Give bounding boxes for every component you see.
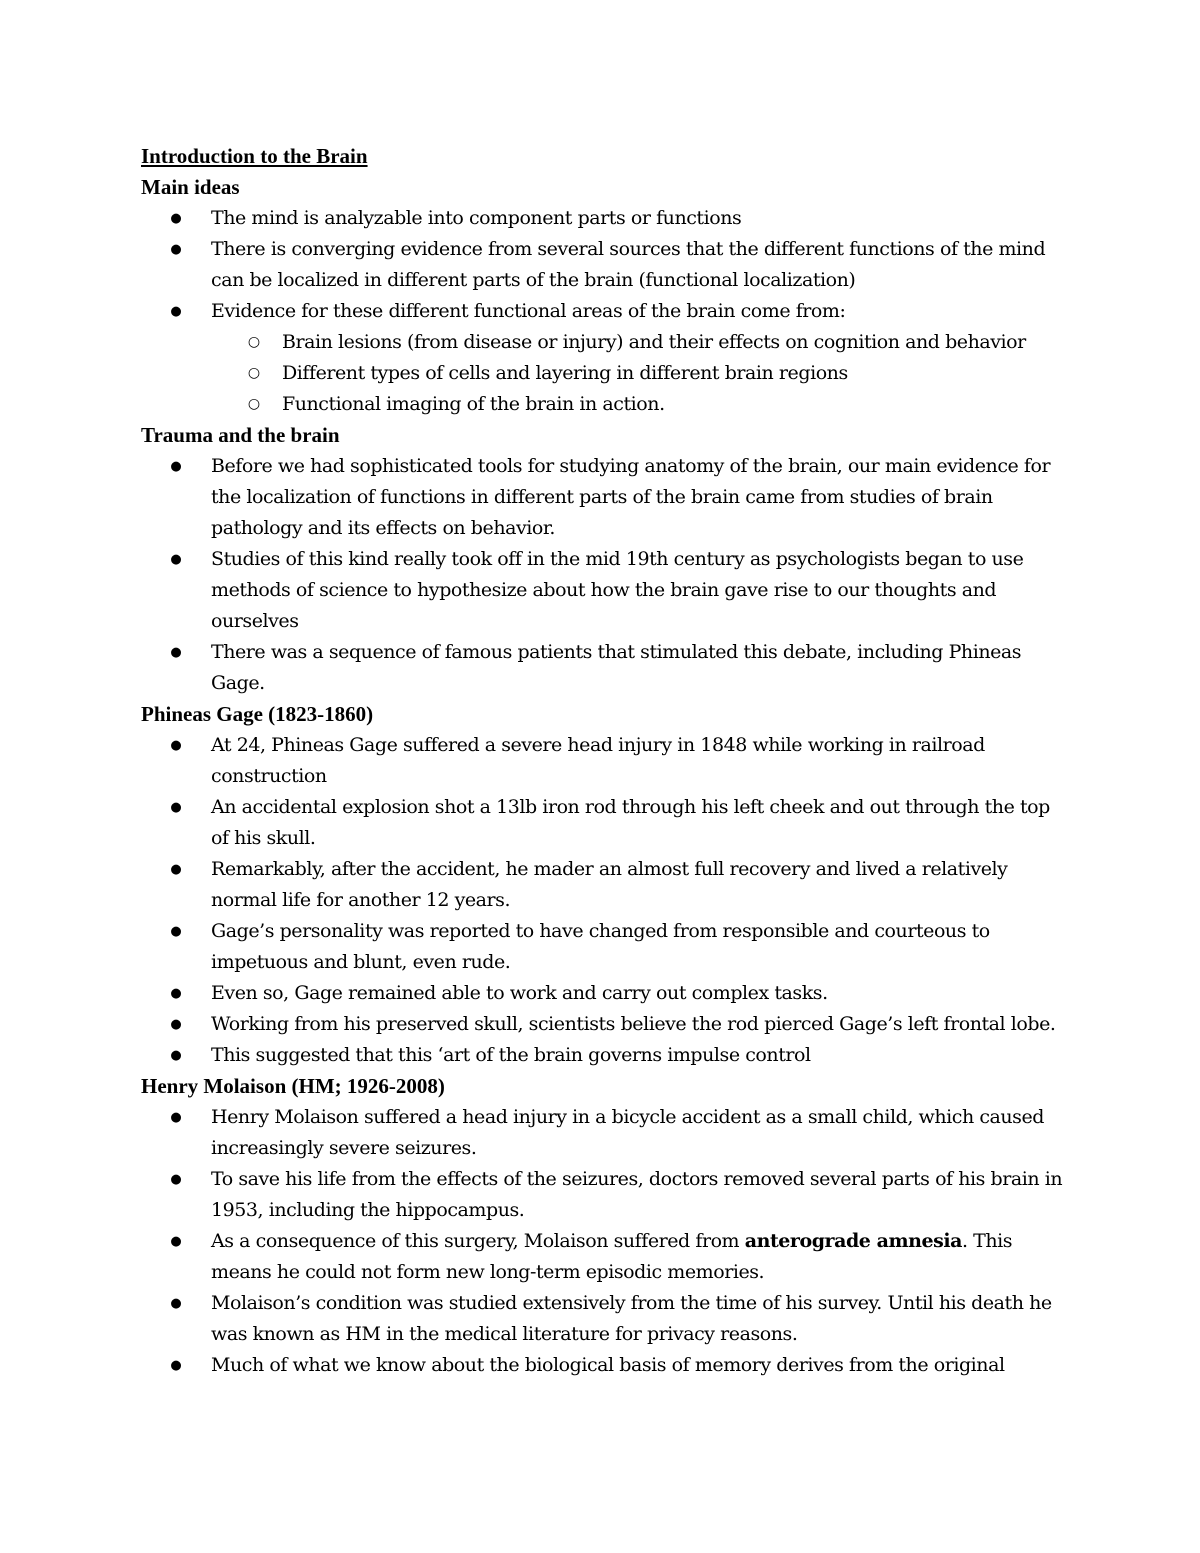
bullet-icon: ● bbox=[170, 211, 182, 226]
bullet-icon: ● bbox=[170, 1110, 182, 1125]
sub-list-item-text: Functional imaging of the brain in action. bbox=[282, 393, 665, 415]
evidence-sub-list bbox=[141, 327, 1066, 420]
bullet-icon: ● bbox=[170, 1017, 182, 1032]
list-item-text: Remarkably, after the accident, he mader an almost full recovery and lived a relatively normal life for another 12 years. bbox=[211, 858, 1008, 911]
bullet-icon: ● bbox=[170, 1048, 182, 1063]
document-title: Introduction to the Brain bbox=[141, 144, 368, 168]
list-item-text: The mind is analyzable into component parts or functions bbox=[211, 207, 742, 229]
bullet-icon: ● bbox=[170, 1172, 182, 1187]
list-item bbox=[141, 451, 1066, 544]
list-item-text: Even so, Gage remained able to work and carry out complex tasks. bbox=[211, 982, 828, 1004]
list-item bbox=[141, 544, 1066, 637]
sub-list-item bbox=[141, 358, 1066, 389]
bullet-icon: ● bbox=[170, 800, 182, 815]
list-item bbox=[141, 1288, 1066, 1350]
list-item bbox=[141, 637, 1066, 699]
bullet-icon: ● bbox=[170, 738, 182, 753]
list-item bbox=[141, 1164, 1066, 1226]
main-ideas-list bbox=[141, 203, 1066, 420]
list-item-text: Before we had sophisticated tools for studying anatomy of the brain, our main evidence for the localization of functions in different parts of the brain came from studies of brain pathology and its effects on behavior. bbox=[211, 455, 1051, 539]
sub-list-item-text: Different types of cells and layering in different brain regions bbox=[282, 362, 848, 384]
bullet-icon: ● bbox=[170, 1234, 182, 1249]
list-item bbox=[141, 203, 1066, 234]
list-item-text-before: As a consequence of this surgery, Molaison suffered from bbox=[211, 1230, 745, 1252]
bullet-icon: ● bbox=[170, 645, 182, 660]
list-item-text: An accidental explosion shot a 13lb iron rod through his left cheek and out through the top of his skull. bbox=[211, 796, 1050, 849]
list-item-text: Evidence for these different functional areas of the brain come from: bbox=[211, 300, 846, 322]
list-item-text: Molaison’s condition was studied extensively from the time of his survey. Until his death he was known as HM in the medical literature for privacy reasons. bbox=[211, 1292, 1052, 1345]
bullet-icon: ● bbox=[170, 862, 182, 877]
list-item-text: Henry Molaison suffered a head injury in a bicycle accident as a small child, which caused increasingly severe seizures. bbox=[211, 1106, 1044, 1159]
list-item bbox=[141, 1350, 1066, 1381]
bullet-icon: ● bbox=[170, 304, 182, 319]
list-item-text: To save his life from the effects of the seizures, doctors removed several parts of his brain in 1953, including the hippocampus. bbox=[211, 1168, 1063, 1221]
list-item bbox=[141, 1226, 1066, 1288]
hollow-bullet-icon: ○ bbox=[247, 334, 261, 350]
list-item bbox=[141, 854, 1066, 916]
list-item bbox=[141, 296, 1066, 420]
list-item-text: Much of what we know about the biological basis of memory derives from the original bbox=[211, 1354, 1005, 1376]
bullet-icon: ● bbox=[170, 459, 182, 474]
hollow-bullet-icon: ○ bbox=[247, 365, 261, 381]
list-item-text-after: . This means he could not form new long-term episodic memories. bbox=[211, 1230, 1013, 1283]
section-heading-phineas-gage: Phineas Gage (1823-1860) bbox=[141, 702, 374, 726]
list-item bbox=[141, 730, 1066, 792]
section-heading-trauma: Trauma and the brain bbox=[141, 423, 340, 447]
list-item-text: This suggested that this ‘art of the brain governs impulse control bbox=[211, 1044, 811, 1066]
list-item-text: Gage’s personality was reported to have changed from responsible and courteous to impetuous and blunt, even rude. bbox=[211, 920, 990, 973]
list-item-text: There was a sequence of famous patients that stimulated this debate, including Phineas Gage. bbox=[211, 641, 1022, 694]
list-item bbox=[141, 1009, 1066, 1040]
bullet-icon: ● bbox=[170, 924, 182, 939]
trauma-list bbox=[141, 451, 1066, 699]
sub-list-item bbox=[141, 389, 1066, 420]
key-term-anterograde-amnesia: anterograde amnesia bbox=[744, 1230, 962, 1252]
henry-molaison-list bbox=[141, 1102, 1066, 1381]
list-item bbox=[141, 1102, 1066, 1164]
list-item-text: At 24, Phineas Gage suffered a severe head injury in 1848 while working in railroad construction bbox=[211, 734, 985, 787]
list-item-text: Studies of this kind really took off in the mid 19th century as psychologists began to use methods of science to hypothesize about how the brain gave rise to our thoughts and ourselves bbox=[211, 548, 1024, 632]
bullet-icon: ● bbox=[170, 242, 182, 257]
sub-list-item bbox=[141, 327, 1066, 358]
list-item bbox=[141, 916, 1066, 978]
list-item-text: There is converging evidence from several sources that the different functions of the mind can be localized in different parts of the brain (functional localization) bbox=[211, 238, 1046, 291]
bullet-icon: ● bbox=[170, 552, 182, 567]
section-heading-henry-molaison: Henry Molaison (HM; 1926-2008) bbox=[141, 1074, 445, 1098]
bullet-icon: ● bbox=[170, 986, 182, 1001]
list-item bbox=[141, 792, 1066, 854]
list-item-text: Working from his preserved skull, scientists believe the rod pierced Gage’s left frontal lobe. bbox=[211, 1013, 1056, 1035]
list-item bbox=[141, 234, 1066, 296]
section-heading-main-ideas: Main ideas bbox=[141, 175, 240, 199]
document-page bbox=[141, 141, 1066, 1381]
bullet-icon: ● bbox=[170, 1358, 182, 1373]
sub-list-item-text: Brain lesions (from disease or injury) and their effects on cognition and behavior bbox=[282, 331, 1026, 353]
bullet-icon: ● bbox=[170, 1296, 182, 1311]
hollow-bullet-icon: ○ bbox=[247, 396, 261, 412]
phineas-gage-list bbox=[141, 730, 1066, 1071]
list-item bbox=[141, 1040, 1066, 1071]
list-item bbox=[141, 978, 1066, 1009]
